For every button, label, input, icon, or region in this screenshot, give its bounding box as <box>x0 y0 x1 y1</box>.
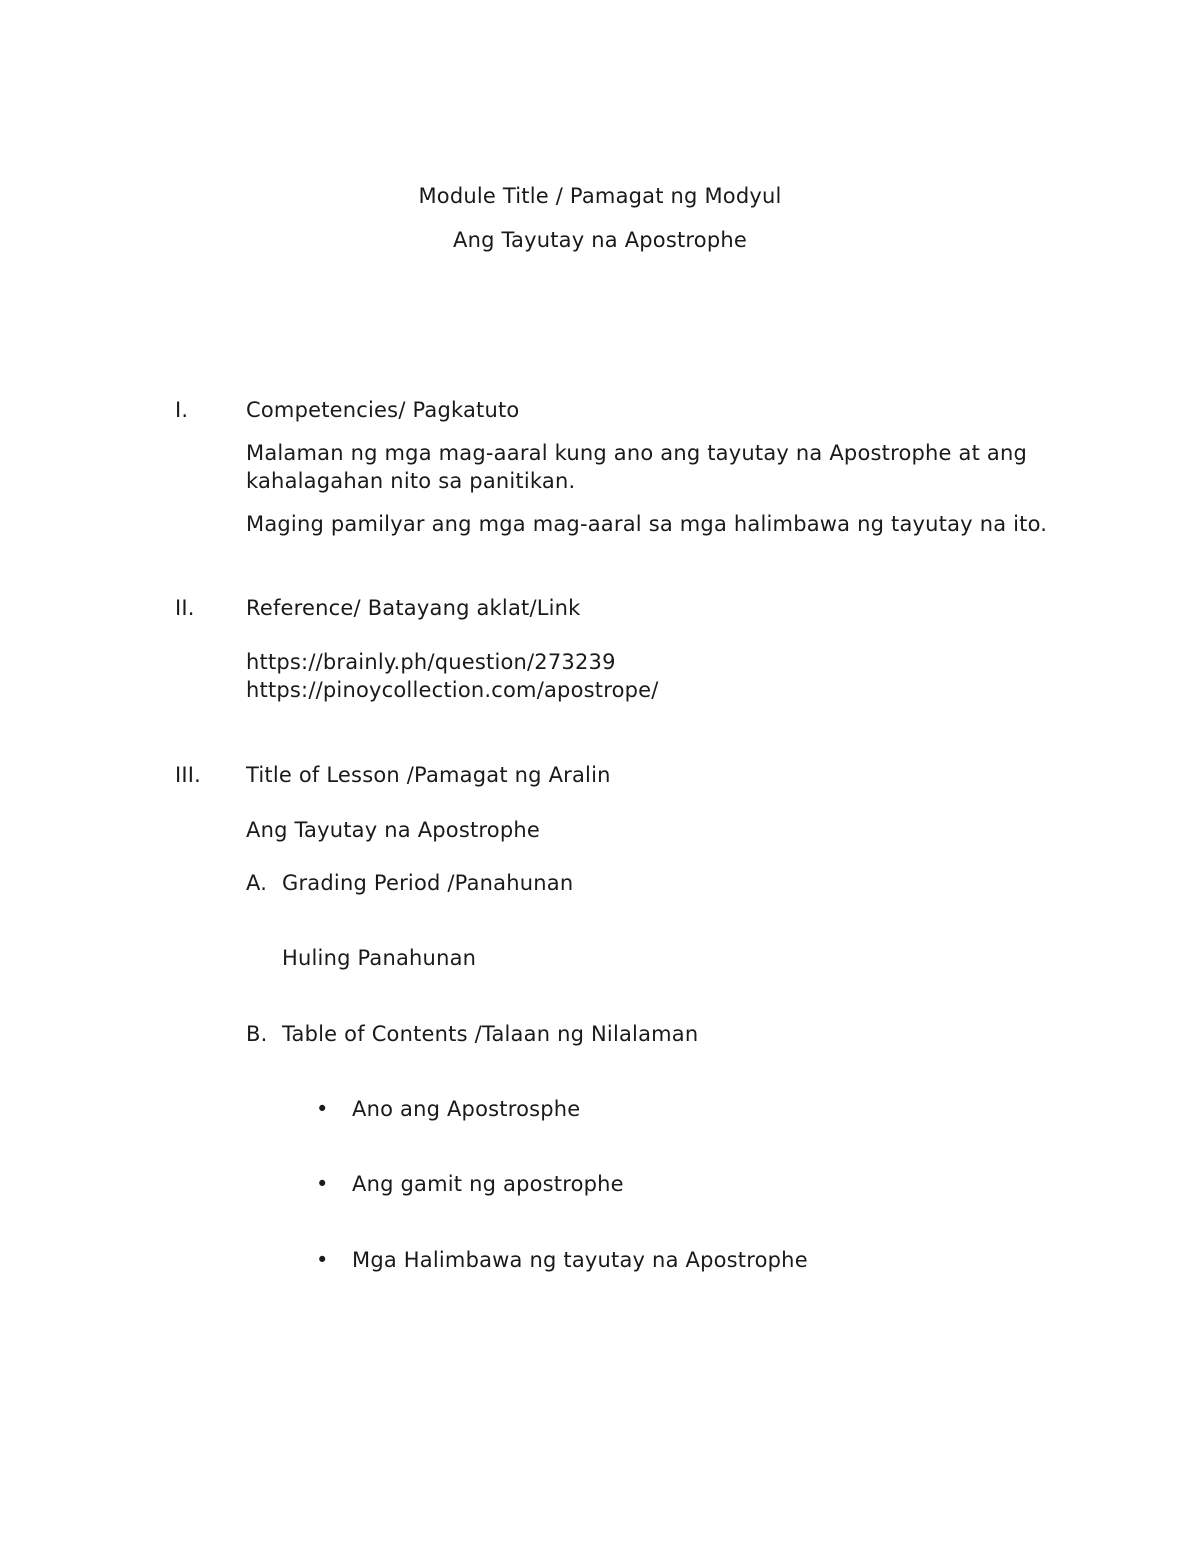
bullet-icon: • <box>316 1097 329 1121</box>
list-item: Mga Halimbawa ng tayutay na Apostrophe <box>352 1248 808 1272</box>
module-name: Ang Tayutay na Apostrophe <box>453 228 747 252</box>
subsection-a-heading: Grading Period /Panahunan <box>282 871 574 895</box>
bullet-icon: • <box>316 1248 329 1272</box>
lesson-title: Ang Tayutay na Apostrophe <box>246 818 540 842</box>
section-2-heading: Reference/ Batayang aklat/Link <box>246 596 581 620</box>
grading-period-value: Huling Panahunan <box>282 946 477 970</box>
section-3-heading: Title of Lesson /Pamagat ng Aralin <box>246 763 611 787</box>
subsection-b-letter: B. <box>246 1022 268 1046</box>
subsection-a-letter: A. <box>246 871 268 895</box>
section-1-heading: Competencies/ Pagkatuto <box>246 398 520 422</box>
reference-link-1: https://brainly.ph/question/273239 <box>246 650 616 674</box>
subsection-b-heading: Table of Contents /Talaan ng Nilalaman <box>282 1022 699 1046</box>
competency-paragraph-2: Maging pamilyar ang mga mag-aaral sa mga halimbawa ng tayutay na ito. <box>246 512 1048 536</box>
competency-paragraph-1: Malaman ng mga mag-aaral kung ano ang tayutay na Apostrophe at ang kahalagahan nito sa panitikan. <box>246 441 1028 493</box>
section-2-numeral: II. <box>175 596 195 620</box>
list-item: Ang gamit ng apostrophe <box>352 1172 624 1196</box>
module-title-label: Module Title / Pamagat ng Modyul <box>418 184 782 208</box>
reference-link-2: https://pinoycollection.com/apostrope/ <box>246 678 659 702</box>
section-3-numeral: III. <box>175 763 202 787</box>
list-item: Ano ang Apostrosphe <box>352 1097 581 1121</box>
bullet-icon: • <box>316 1172 329 1196</box>
section-1-numeral: I. <box>175 398 189 422</box>
